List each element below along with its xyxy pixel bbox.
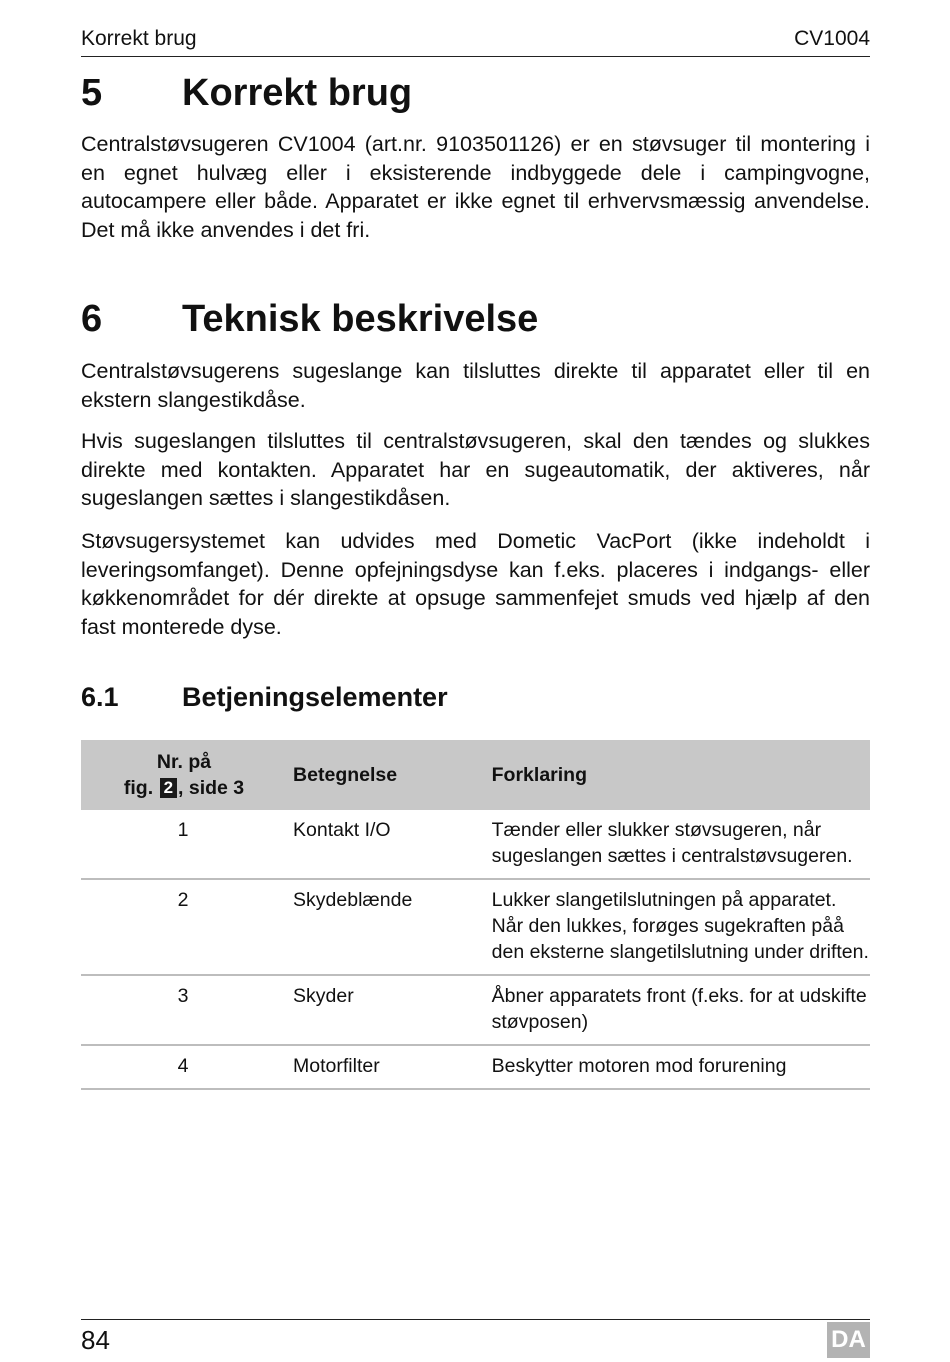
section-5-paragraph: Centralstøvsugeren CV1004 (art.nr. 9103501126) er en støvsuger til montering i en egnet hulvæg eller i eksisterende indbyggede dele i campingvogne, autocampere eller både. Apparatet er ikke egnet til erhvervsmæssig anvendelse. Det må ikke anvendes i det fri. [81, 132, 870, 243]
header-number-line1: Nr. på [156, 751, 212, 773]
row-name: Kontakt I/O [293, 810, 492, 879]
row-description: Beskytter motoren mod forurening [492, 1045, 870, 1089]
row-description: Lukker slangetilslutningen på apparatet. Når den lukkes, forøges sugekraften påå den eksterne slangetilslutning under driften. [492, 879, 870, 975]
row-number: 4 [81, 1045, 293, 1089]
header-chapter-title: Korrekt brug [81, 27, 197, 50]
section-6-number: 6 [81, 298, 103, 340]
page-number: 84 [81, 1325, 110, 1355]
table-row [81, 975, 870, 1045]
header-cell-name: Betegnelse [293, 740, 492, 810]
row-number: 1 [81, 810, 293, 879]
table-row [81, 810, 870, 879]
row-name: Motorfilter [293, 1045, 492, 1089]
section-6-title: Teknisk beskrivelse [182, 298, 539, 340]
running-header [81, 26, 870, 57]
row-name: Skydeblænde [293, 879, 492, 975]
section-5-title: Korrekt brug [182, 72, 413, 114]
language-badge: DA [827, 1322, 870, 1358]
footer-divider [81, 1319, 870, 1320]
figure-number-badge: 2 [160, 778, 177, 798]
row-description: Åbner apparatets front (f.eks. for at udskifte støvposen) [492, 975, 870, 1045]
table-row [81, 1045, 870, 1089]
row-name: Skyder [293, 975, 492, 1045]
table-header-row [81, 740, 870, 810]
section-6-1-number: 6.1 [81, 682, 119, 712]
header-cell-description: Forklaring [492, 740, 870, 810]
header-model-name: CV1004 [794, 27, 870, 50]
section-5-number: 5 [81, 72, 103, 114]
row-number: 3 [81, 975, 293, 1045]
section-6-paragraph-3: Støvsugersystemet kan udvides med Dometic VacPort (ikke indeholdt i leveringsomfanget). Denne opfejningsdyse kan f.eks. placeres i indgangs- eller køkkenområdet for dér direkte at opsuge sammenfejet smuds ved hjælp af den fast monterede dyse. [81, 529, 870, 640]
row-description: Tænder eller slukker støvsugeren, når sugeslangen sættes i centralstøvsugeren. [492, 810, 870, 879]
section-6-1-title: Betjeningselementer [182, 682, 448, 712]
header-cell-number [81, 740, 293, 810]
table-row [81, 879, 870, 975]
header-number-page: , side 3 [178, 777, 245, 799]
section-6-paragraph-1: Centralstøvsugerens sugeslange kan tilsluttes direkte til apparatet eller til en ekstern slangestikdåse. [81, 359, 870, 412]
section-6-paragraph-2: Hvis sugeslangen tilsluttes til centralstøvsugeren, skal den tændes og slukkes direkte med kontakten. Apparatet har en sugeautomatik, der aktiveres, når sugeslangen sættes i slangestikdåsen. [81, 429, 870, 511]
controls-table [81, 740, 870, 1090]
row-number: 2 [81, 879, 293, 975]
header-number-fig: fig. [123, 777, 154, 799]
